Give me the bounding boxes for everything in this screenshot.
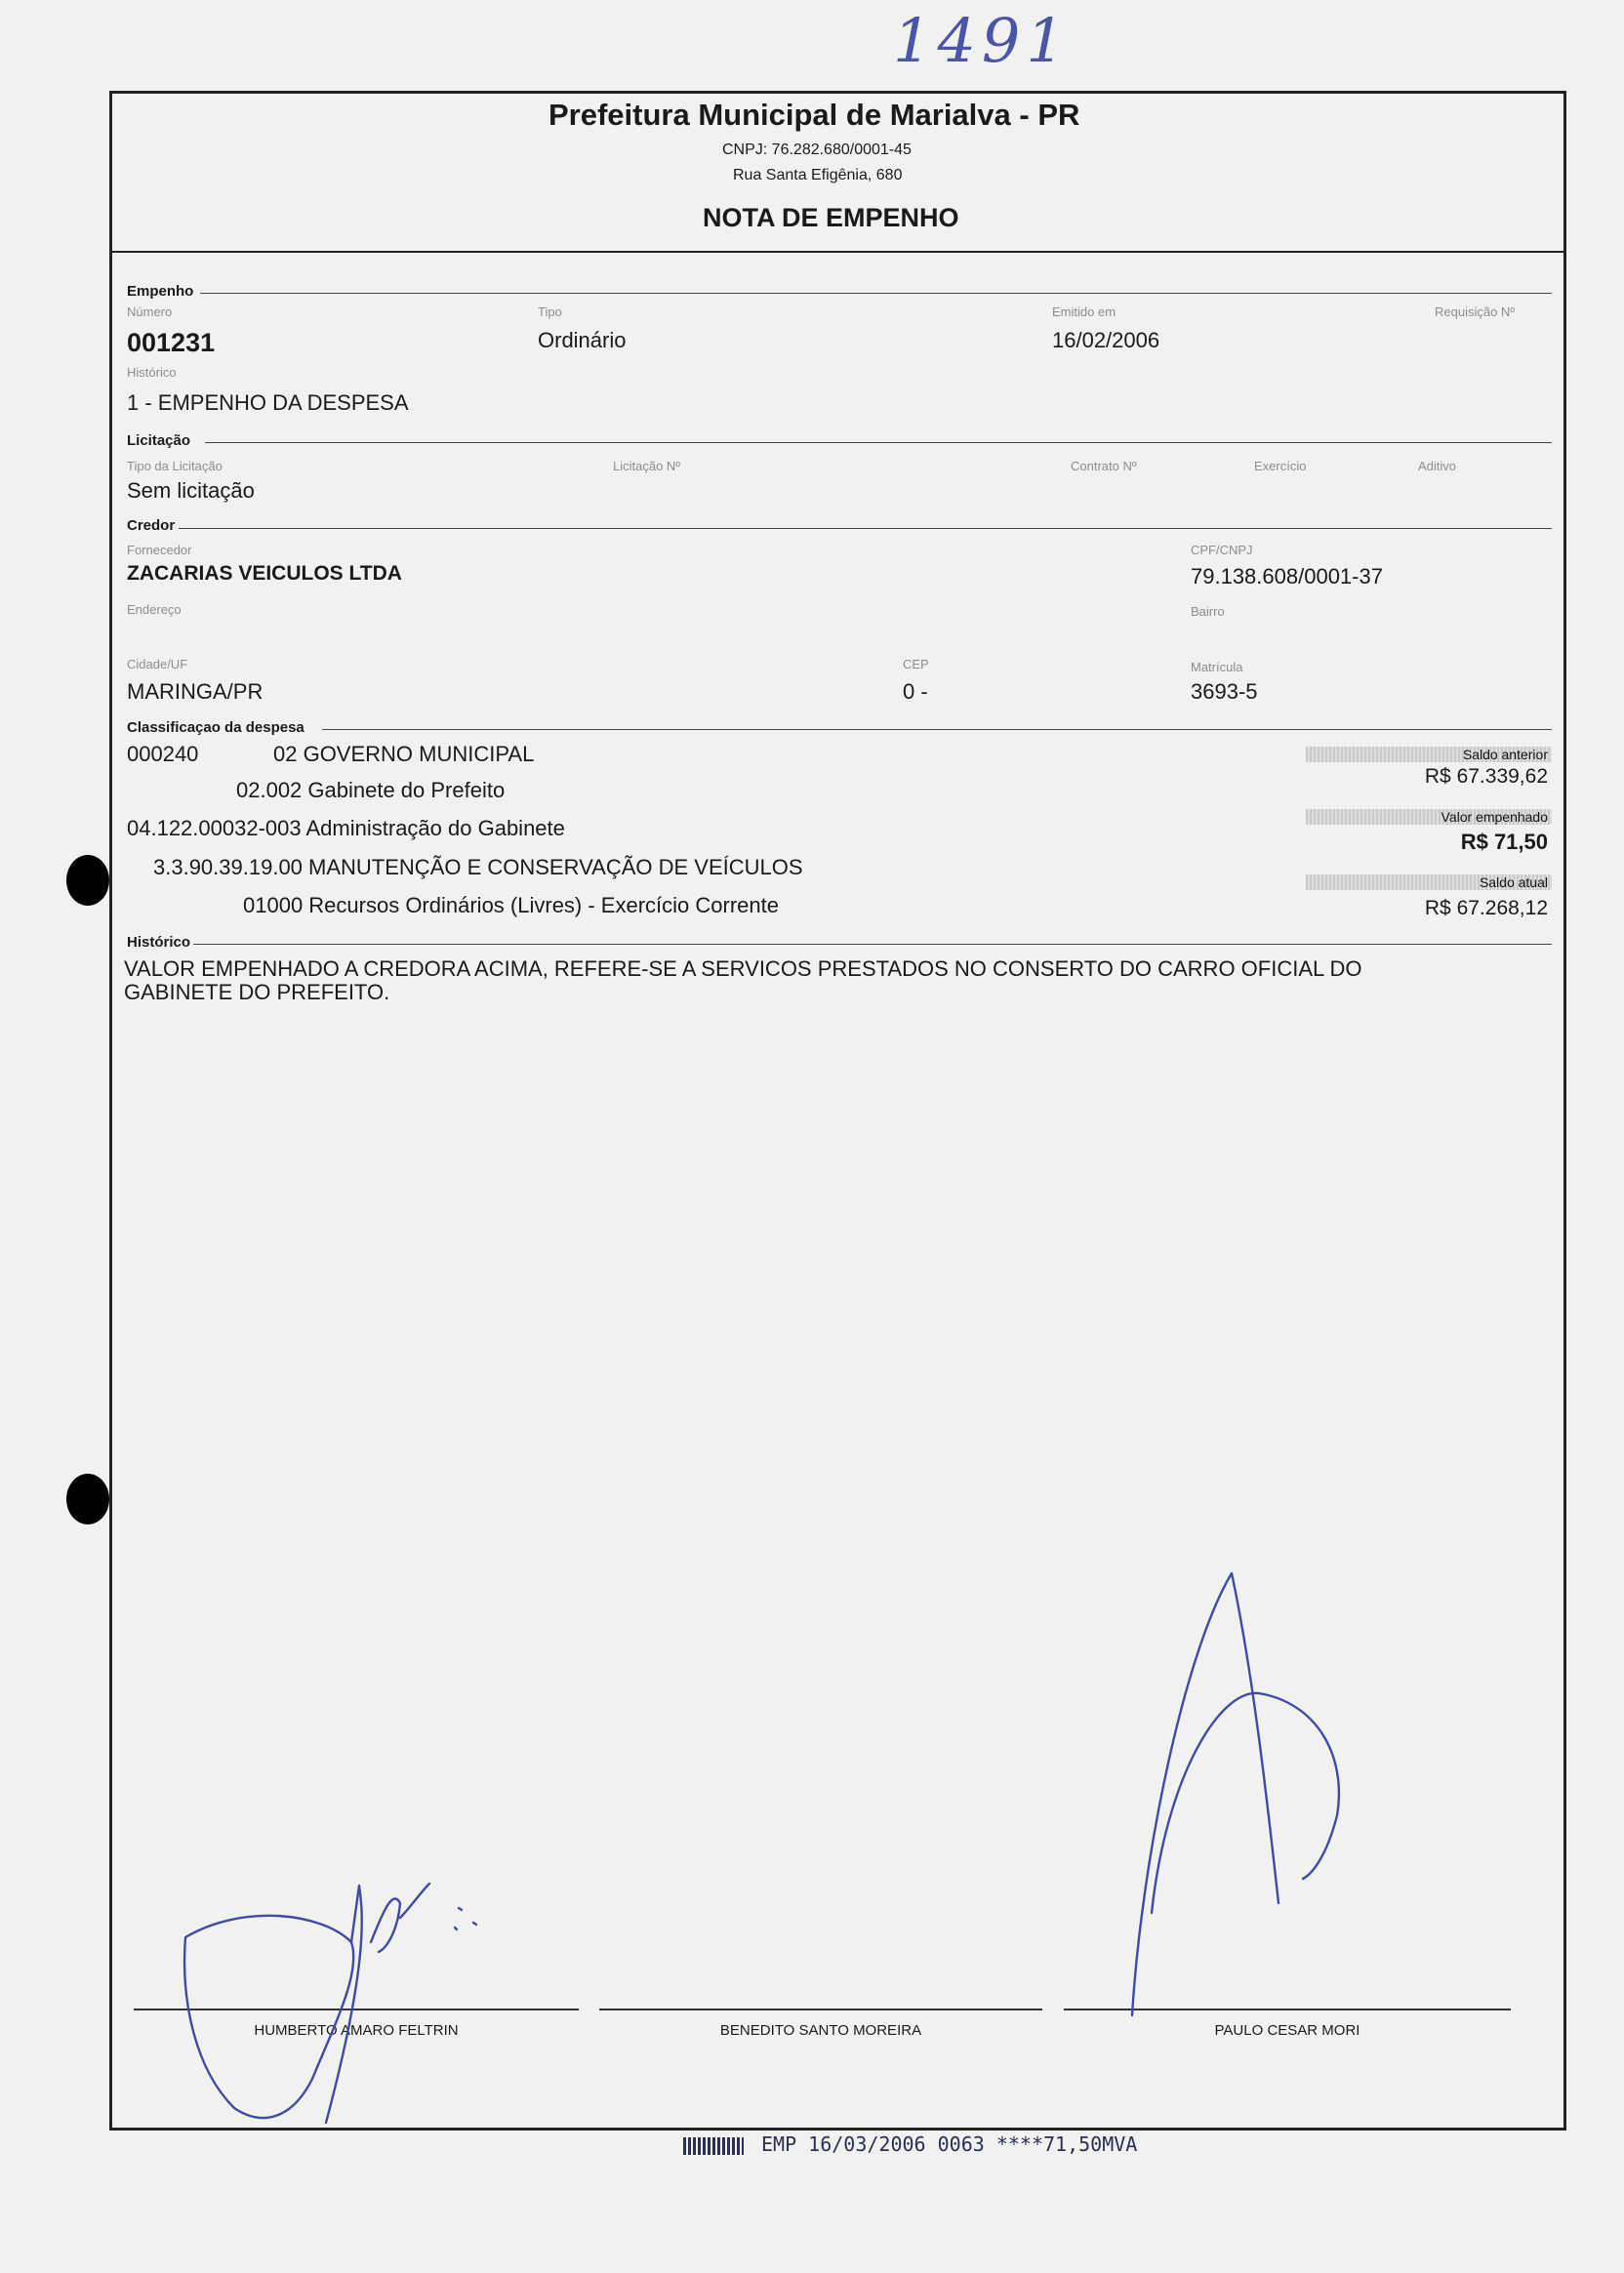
saldo-atual-bar [1306, 874, 1552, 890]
fornecedor-label: Fornecedor [127, 543, 192, 557]
stamp-text: EMP 16/03/2006 0063 ****71,50MVA [761, 2132, 1138, 2156]
signatory-3: PAULO CESAR MORI [1214, 2022, 1360, 2039]
saldo-anterior-bar [1306, 747, 1552, 762]
rule-classificacao [322, 729, 1552, 730]
rule-historico [193, 944, 1552, 945]
historico-line-1: VALOR EMPENHADO A CREDORA ACIMA, REFERE-SE A SERVICOS PRESTADOS NO CONSERTO DO CARRO OFICIAL DO [124, 956, 1362, 981]
stamp-logo-icon [683, 2137, 744, 2155]
saldo-atual-label: Saldo atual [1479, 874, 1548, 890]
class-funcional: 04.122.00032-003 Administração do Gabinete [127, 816, 565, 840]
signature-line-1 [134, 2009, 579, 2010]
tipo-licitacao-label: Tipo da Licitação [127, 459, 223, 473]
handwritten-number: 1491 [893, 5, 1071, 76]
matricula-value: 3693-5 [1191, 679, 1258, 704]
empenho-historico-label: Histórico [127, 365, 177, 380]
municipality-cnpj: CNPJ: 76.282.680/0001-45 [722, 142, 912, 158]
cep-label: CEP [903, 657, 929, 671]
class-recurso: 01000 Recursos Ordinários (Livres) - Exercício Corrente [243, 893, 779, 917]
licitacao-numero-label: Licitação Nº [613, 459, 681, 473]
endereco-label: Endereço [127, 602, 182, 617]
requisicao-label: Requisição Nº [1435, 304, 1516, 319]
municipality-address: Rua Santa Efigênia, 680 [733, 167, 903, 183]
cep-value: 0 - [903, 679, 928, 704]
valor-empenhado-bar [1306, 809, 1552, 825]
section-licitacao: Licitação [127, 432, 191, 449]
emitido-value: 16/02/2006 [1052, 328, 1160, 352]
signature-line-3 [1064, 2009, 1511, 2010]
rule-licitacao [205, 442, 1552, 443]
mechanical-stamp [683, 2132, 1137, 2156]
empenho-number: 001231 [127, 328, 216, 357]
valor-empenhado-value: R$ 71,50 [1460, 830, 1548, 854]
cpf-cnpj-label: CPF/CNPJ [1191, 543, 1253, 557]
section-credor: Credor [127, 517, 176, 534]
rule-credor [179, 528, 1552, 529]
signature-line-2 [599, 2009, 1042, 2010]
saldo-atual-value: R$ 67.268,12 [1424, 897, 1548, 919]
tipo-value: Ordinário [538, 328, 627, 352]
class-unidade: 02.002 Gabinete do Prefeito [236, 778, 506, 802]
section-classificacao: Classificaçao da despesa [127, 719, 304, 736]
rule-empenho [200, 293, 1552, 294]
signatory-1: HUMBERTO AMARO FELTRIN [254, 2022, 459, 2039]
document-title: NOTA DE EMPENHO [703, 203, 959, 232]
punch-hole-top [66, 855, 109, 906]
section-historico: Histórico [127, 934, 191, 951]
contrato-label: Contrato Nº [1071, 459, 1137, 473]
section-empenho: Empenho [127, 283, 194, 300]
exercicio-label: Exercício [1254, 459, 1307, 473]
tipo-licitacao-value: Sem licitação [127, 478, 255, 503]
numero-label: Número [127, 304, 173, 319]
matricula-label: Matrícula [1191, 660, 1243, 674]
signatory-2: BENEDITO SANTO MOREIRA [719, 2022, 922, 2039]
class-code: 000240 [127, 742, 199, 766]
saldo-anterior-label: Saldo anterior [1462, 747, 1548, 762]
empenho-historico-value: 1 - EMPENHO DA DESPESA [127, 390, 409, 415]
historico-line-2: GABINETE DO PREFEITO. [124, 980, 390, 1004]
saldo-anterior-value: R$ 67.339,62 [1424, 765, 1548, 788]
cidade-value: MARINGA/PR [127, 679, 264, 704]
municipality-title: Prefeitura Municipal de Marialva - PR [548, 98, 1080, 132]
class-orgao: 02 GOVERNO MUNICIPAL [273, 742, 535, 766]
valor-empenhado-label: Valor empenhado [1441, 809, 1548, 825]
bairro-label: Bairro [1191, 604, 1225, 619]
aditivo-label: Aditivo [1418, 459, 1457, 473]
cidade-label: Cidade/UF [127, 657, 188, 671]
class-elemento: 3.3.90.39.19.00 MANUTENÇÃO E CONSERVAÇÃO DE VEÍCULOS [153, 855, 803, 879]
punch-hole-bottom [66, 1474, 109, 1524]
emitido-label: Emitido em [1052, 304, 1116, 319]
tipo-label: Tipo [538, 304, 562, 319]
cpf-cnpj-value: 79.138.608/0001-37 [1191, 564, 1383, 589]
fornecedor-value: ZACARIAS VEICULOS LTDA [127, 562, 402, 585]
header-divider [109, 251, 1563, 253]
